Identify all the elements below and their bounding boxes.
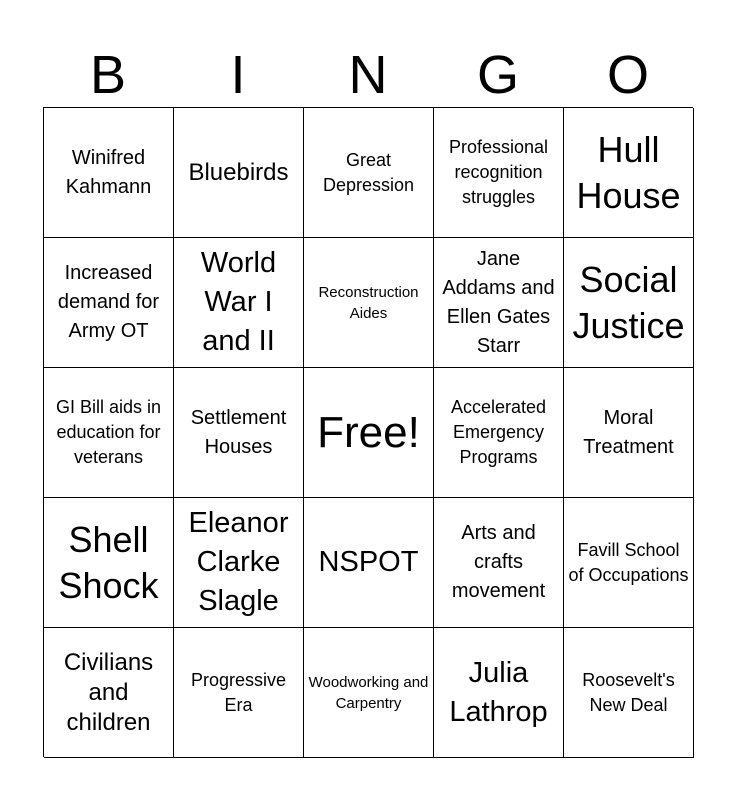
cell-text: Settlement Houses — [190, 406, 287, 458]
bingo-cell[interactable] — [434, 238, 564, 368]
cell-text: Reconstruction Aides — [318, 283, 419, 322]
cell-text: Shell Shock — [58, 518, 159, 606]
cell-text: Eleanor Clarke Slagle — [188, 507, 289, 617]
header-letter-i: I — [230, 45, 246, 105]
bingo-cell[interactable] — [44, 368, 174, 498]
cell-text: Great Depression — [322, 149, 415, 195]
bingo-cell[interactable] — [174, 628, 304, 758]
cell-text: Civilians and children — [63, 648, 154, 736]
cell-text: Accelerated Emergency Programs — [450, 397, 547, 467]
bingo-cell[interactable] — [564, 238, 694, 368]
cell-text: Increased demand for Army OT — [57, 262, 160, 342]
bingo-cell[interactable] — [564, 498, 694, 628]
cell-text: Bluebirds — [188, 158, 289, 186]
cell-text: Julia Lathrop — [449, 656, 548, 728]
bingo-cell[interactable] — [44, 238, 174, 368]
header-letter-b: B — [89, 45, 127, 105]
header-letter-o: O — [606, 45, 649, 105]
bingo-cell[interactable] — [304, 628, 434, 758]
bingo-cell[interactable] — [174, 238, 304, 368]
cell-text: Jane Addams and Ellen Gates Starr — [442, 247, 555, 357]
bingo-cell[interactable] — [304, 498, 434, 628]
cell-text: NSPOT — [318, 546, 419, 578]
bingo-card-grid — [43, 107, 693, 757]
cell-text: Roosevelt's New Deal — [582, 669, 675, 715]
bingo-cell[interactable] — [174, 368, 304, 498]
cell-text: Arts and crafts movement — [451, 522, 546, 602]
bingo-cell[interactable] — [174, 498, 304, 628]
bingo-cell[interactable] — [44, 108, 174, 238]
bingo-cell[interactable] — [174, 108, 304, 238]
bingo-cell[interactable] — [434, 108, 564, 238]
cell-text: GI Bill aids in education for veterans — [55, 397, 162, 467]
bingo-cell[interactable] — [304, 238, 434, 368]
bingo-cell[interactable] — [564, 628, 694, 758]
bingo-cell[interactable] — [434, 498, 564, 628]
bingo-cell[interactable] — [44, 628, 174, 758]
cell-text: Social Justice — [572, 258, 685, 346]
bingo-cell[interactable] — [434, 368, 564, 498]
cell-text: Moral Treatment — [583, 406, 674, 458]
cell-text: World War I and II — [200, 247, 277, 357]
cell-text: Hull House — [576, 128, 681, 216]
cell-text: Free! — [317, 407, 420, 457]
cell-text: Winifred Kahmann — [65, 146, 152, 198]
header-letter-g: G — [476, 45, 519, 105]
cell-text: Favill School of Occupations — [568, 539, 689, 585]
bingo-cell[interactable] — [434, 628, 564, 758]
bingo-cell[interactable] — [304, 108, 434, 238]
bingo-header — [43, 42, 693, 108]
bingo-cell[interactable] — [44, 498, 174, 628]
cell-text: Woodworking and Carpentry — [308, 673, 429, 712]
cell-text: Progressive Era — [190, 669, 287, 715]
free-space[interactable] — [304, 368, 434, 498]
header-letter-n: N — [348, 45, 388, 105]
cell-text: Professional recognition struggles — [448, 137, 549, 207]
bingo-cell[interactable] — [564, 108, 694, 238]
bingo-cell[interactable] — [564, 368, 694, 498]
